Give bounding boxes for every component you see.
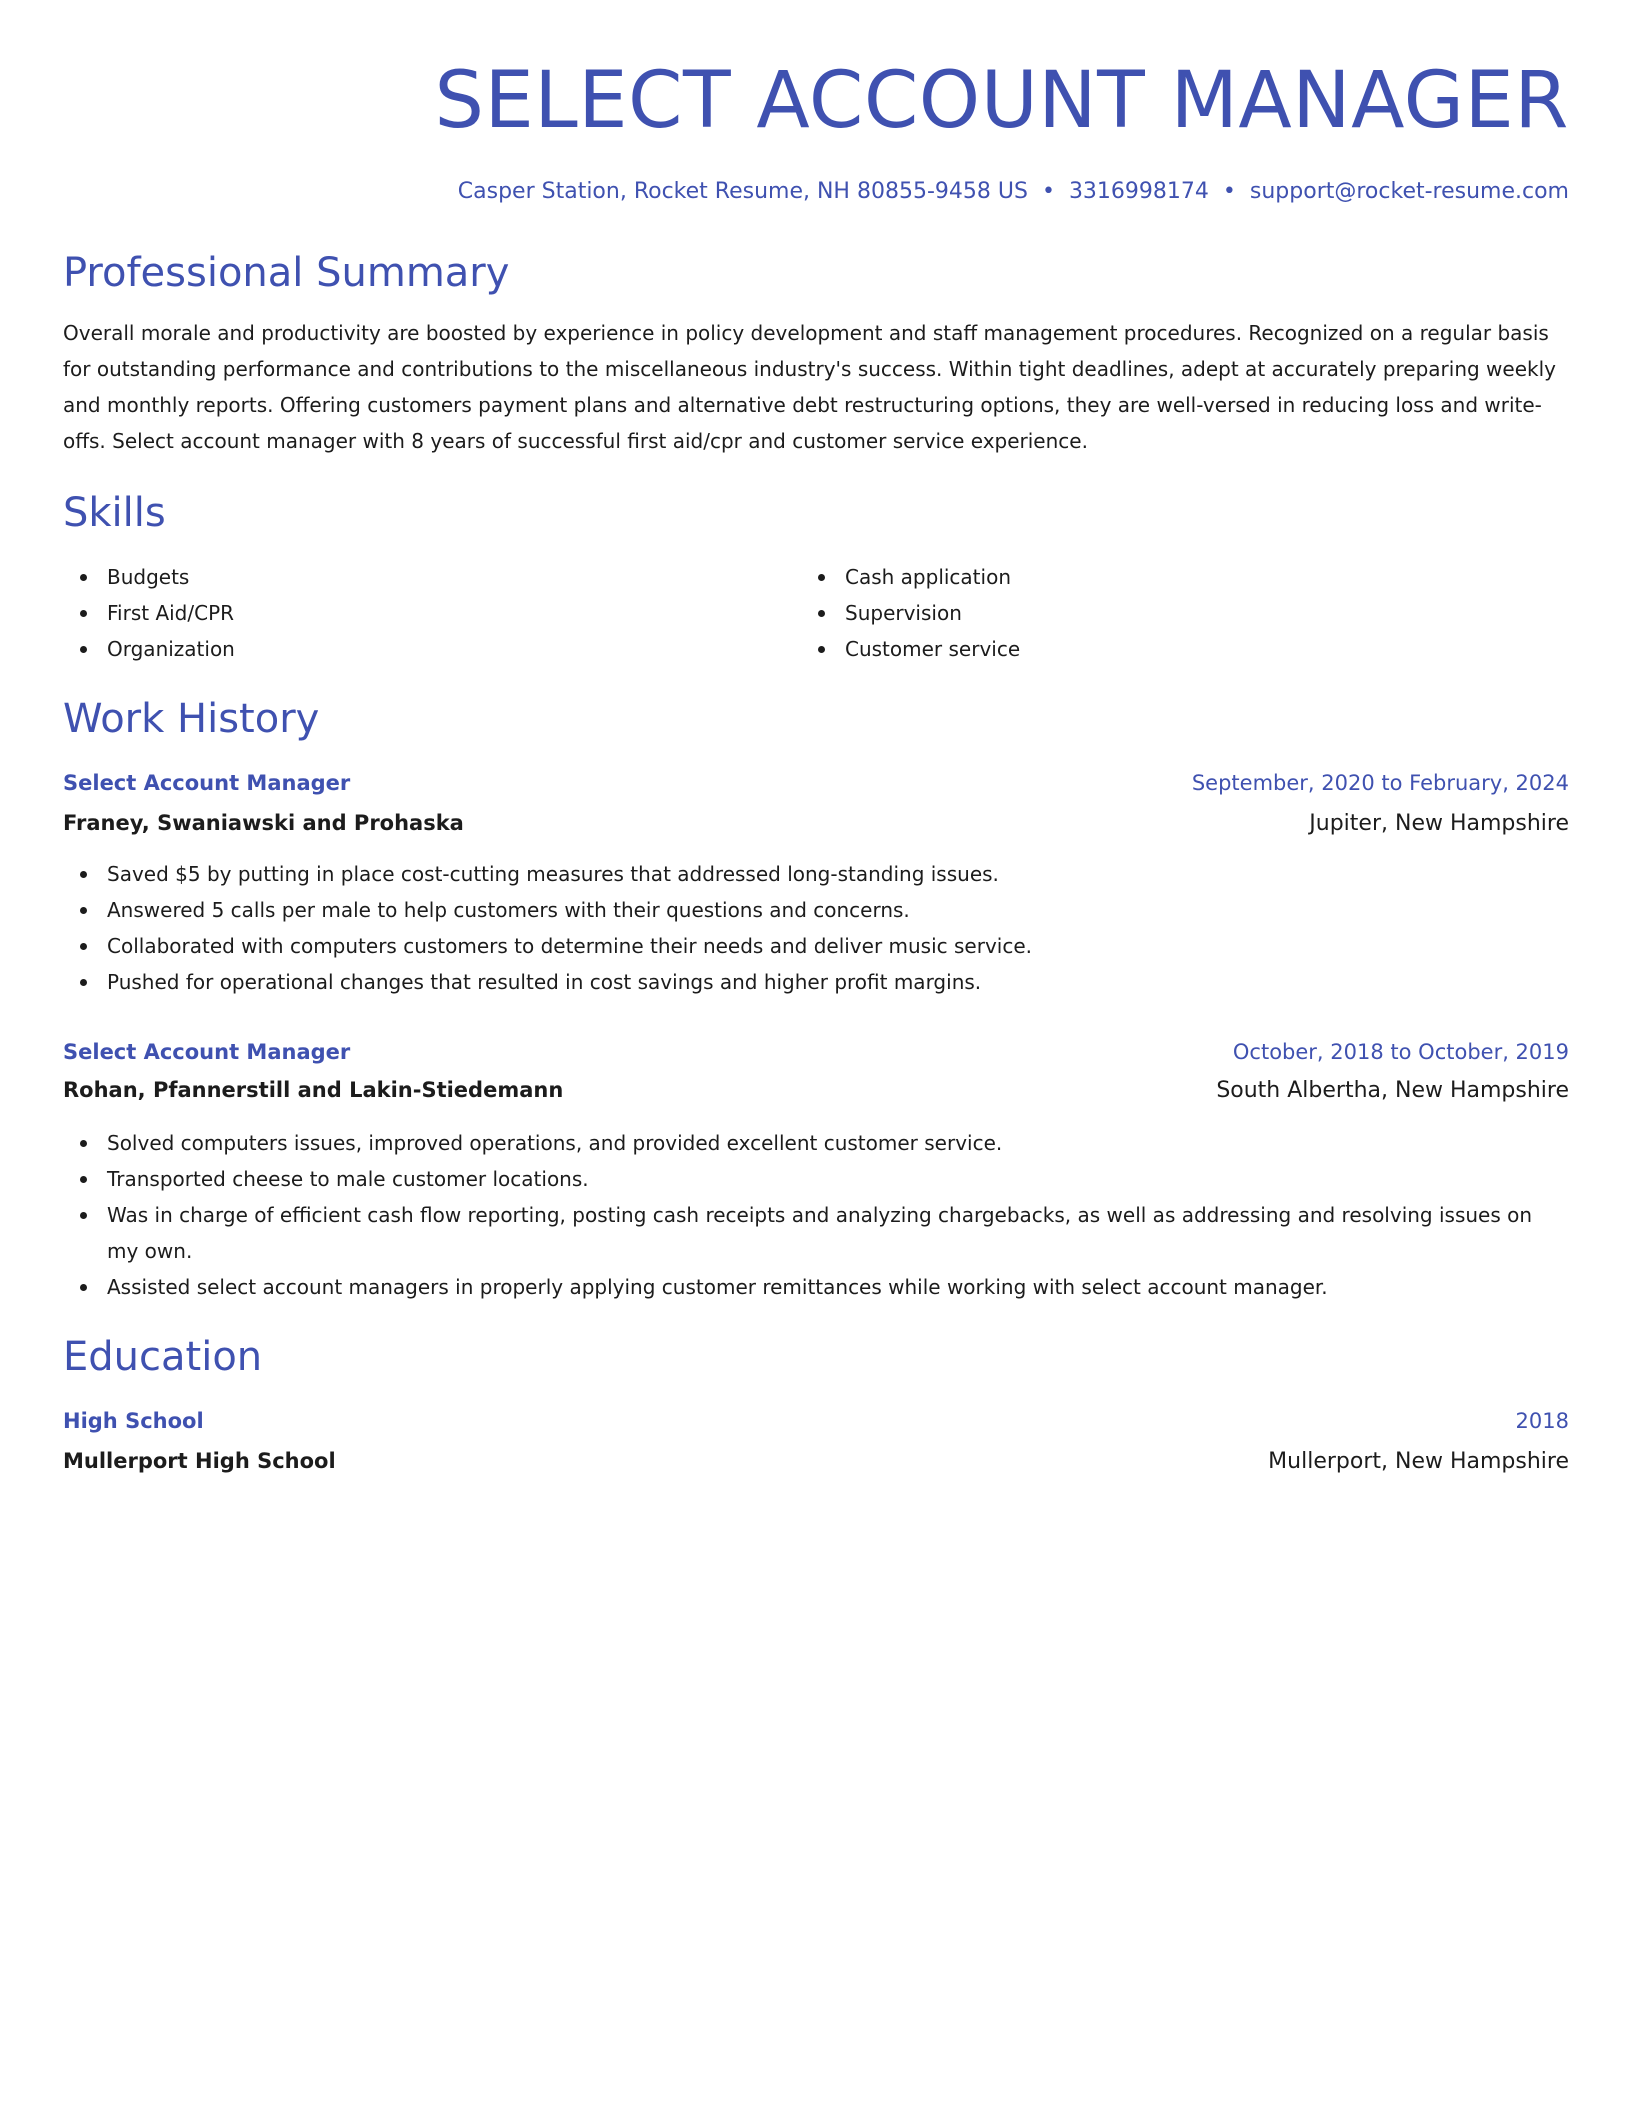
job-bullet: Assisted select account managers in properly applying customer remittances while working with select account manager. bbox=[63, 1269, 1569, 1305]
skill-item: Organization bbox=[63, 631, 801, 667]
skills-list bbox=[63, 559, 1569, 667]
job-title: Select Account Manager bbox=[63, 771, 351, 795]
job-bullet: Transported cheese to male customer locations. bbox=[63, 1161, 1569, 1197]
contact-line bbox=[63, 177, 1569, 207]
job-bullet: Saved $5 by putting in place cost-cutting measures that addressed long-standing issues. bbox=[63, 856, 1569, 892]
job-bullet: Solved computers issues, improved operations, and provided excellent customer service. bbox=[63, 1125, 1569, 1161]
job-bullet: Pushed for operational changes that resulted in cost savings and higher profit margins. bbox=[63, 964, 1569, 1000]
contact-address: Casper Station, Rocket Resume, NH 80855-9458 US bbox=[457, 179, 1028, 204]
skill-item: Supervision bbox=[801, 595, 1020, 631]
education-year: 2018 bbox=[1515, 1409, 1569, 1433]
job-employer-row bbox=[63, 805, 1569, 842]
summary-heading: Professional Summary bbox=[63, 250, 510, 296]
job-dates: October, 2018 to October, 2019 bbox=[1232, 1040, 1569, 1064]
skill-item: Cash application bbox=[801, 559, 1020, 595]
job-employer: Rohan, Pfannerstill and Lakin-Stiedemann bbox=[63, 1078, 564, 1102]
education-degree: High School bbox=[63, 1409, 204, 1433]
education-location: Mullerport, New Hampshire bbox=[1268, 1449, 1569, 1474]
skills-column-left bbox=[63, 559, 801, 667]
contact-separator: • bbox=[1222, 179, 1236, 204]
summary-text: Overall morale and productivity are boosted by experience in policy development and staff management procedures. Recognized on a regular basis for outstanding performance and contributions to the miscellaneous industry's success. Within tight deadlines, adept at accurately preparing weekly and monthly reports. Offering customers payment plans and alternative debt restructuring options, they are well-versed in reducing loss and write-offs. Select account manager with 8 years of successful first aid/cpr and customer service experience. bbox=[63, 321, 1556, 453]
candidate-name: SELECT ACCOUNT MANAGER bbox=[434, 56, 1569, 146]
skill-item: Budgets bbox=[63, 559, 801, 595]
job-entry bbox=[63, 1034, 1569, 1305]
education-entry bbox=[63, 1403, 1569, 1480]
skill-item: First Aid/CPR bbox=[63, 595, 801, 631]
job-bullet: Answered 5 calls per male to help customers with their questions and concerns. bbox=[63, 892, 1569, 928]
job-title-row bbox=[63, 1034, 1569, 1070]
education-heading: Education bbox=[63, 1334, 263, 1380]
job-location: South Albertha, New Hampshire bbox=[1216, 1078, 1569, 1103]
education-school: Mullerport High School bbox=[63, 1449, 336, 1473]
skills-column-right bbox=[801, 559, 1020, 667]
job-bullet: Collaborated with computers customers to determine their needs and deliver music service. bbox=[63, 928, 1569, 964]
job-bullet: Was in charge of efficient cash flow reporting, posting cash receipts and analyzing chargebacks, as well as addressing and resolving issues on my own. bbox=[63, 1197, 1569, 1269]
job-bullets bbox=[63, 1125, 1569, 1305]
job-bullets bbox=[63, 856, 1569, 1000]
contact-separator: • bbox=[1041, 179, 1055, 204]
contact-phone: 3316998174 bbox=[1068, 179, 1209, 204]
work-history-heading: Work History bbox=[63, 696, 320, 742]
job-entry bbox=[63, 765, 1569, 1000]
job-title: Select Account Manager bbox=[63, 1040, 351, 1064]
job-title-row bbox=[63, 765, 1569, 801]
job-dates: September, 2020 to February, 2024 bbox=[1191, 771, 1569, 795]
education-school-row bbox=[63, 1443, 1569, 1480]
job-employer: Franey, Swaniawski and Prohaska bbox=[63, 811, 464, 835]
job-employer-row bbox=[63, 1072, 1569, 1109]
education-degree-row bbox=[63, 1403, 1569, 1439]
job-location: Jupiter, New Hampshire bbox=[1309, 811, 1569, 836]
skill-item: Customer service bbox=[801, 631, 1020, 667]
skills-heading: Skills bbox=[63, 490, 166, 536]
contact-email: support@rocket-resume.com bbox=[1249, 179, 1569, 204]
